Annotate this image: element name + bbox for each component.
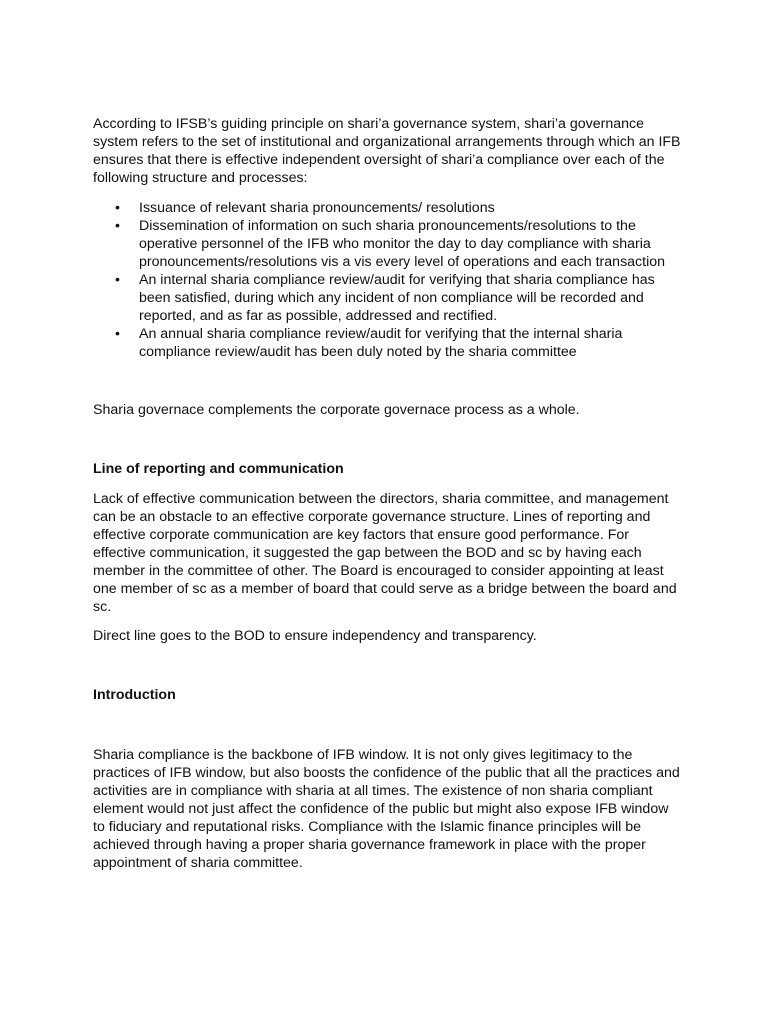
reporting-paragraph-1: Lack of effective communication between the directors, sharia committee, and management can be an obstacle to an effective corporate governance structure. Lines of reporting and effective corporate communication are key factors that ensure good performance. For effective communication, it suggested the gap between the BOD and sc by having each member in the committee of other. The Board is encouraged to consider appointing at least one member of sc as a member of board that could serve as a bridge between the board and sc. (93, 491, 677, 615)
list-item (93, 199, 683, 217)
list-item (93, 271, 683, 325)
list-item (93, 325, 683, 361)
bullet-icon: • (115, 326, 120, 342)
list-item-text: An internal sharia compliance review/audit for verifying that sharia compliance has been satisfied, during which any incident of non compliance will be recorded and reported, and as far as possible, addressed and rectified. (139, 272, 655, 324)
bullet-icon: • (115, 218, 120, 234)
summary-sentence: Sharia governace complements the corporate governace process as a whole. (93, 402, 580, 418)
list-item (93, 217, 683, 271)
list-item-text: An annual sharia compliance review/audit for verifying that the internal sharia compliance review/audit has been duly noted by the sharia committee (139, 326, 623, 360)
reporting-paragraph-2: Direct line goes to the BOD to ensure independency and transparency. (93, 628, 537, 644)
list-item-text: Dissemination of information on such sharia pronouncements/resolutions to the operative personnel of the IFB who monitor the day to day compliance with sharia pronouncements/resolutions vis a vis every level of operations and each transaction (139, 218, 666, 270)
document-page (93, 115, 683, 872)
bullet-icon: • (115, 200, 120, 216)
intro-paragraph: According to IFSB’s guiding principle on shari’a governance system, shari’a governance system refers to the set of institutional and organizational arrangements through which an IFB ensures that there is effective independent oversight of shari’a compliance over each of the following structure and processes: (93, 116, 681, 186)
section-heading-introduction: Introduction (93, 687, 176, 703)
introduction-paragraph: Sharia compliance is the backbone of IFB window. It is not only gives legitimacy to the practices of IFB window, but also boosts the confidence of the public that all the practices and activities are in compliance with sharia at all times. The existence of non sharia compliant element would not just affect the confidence of the public but might also expose IFB window to fiduciary and reputational risks. Compliance with the Islamic finance principles will be achieved through having a proper sharia governance framework in place with the proper appointment of sharia committee. (93, 747, 680, 871)
list-item-text: Issuance of relevant sharia pronouncements/ resolutions (139, 200, 495, 216)
governance-process-list (93, 199, 683, 361)
bullet-icon: • (115, 272, 120, 288)
section-heading-reporting: Line of reporting and communication (93, 461, 344, 477)
